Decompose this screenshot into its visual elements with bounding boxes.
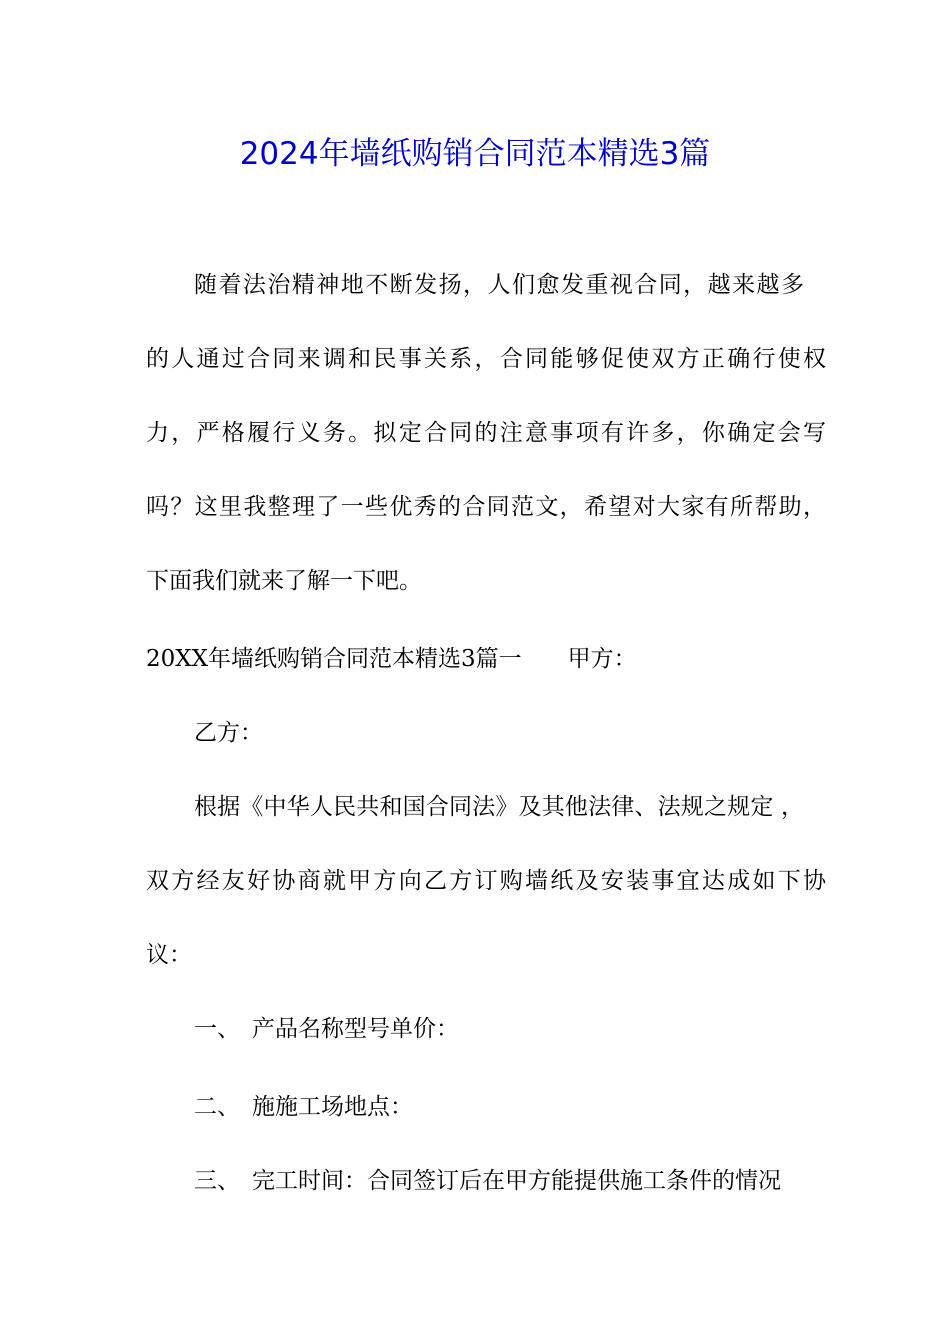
- list-item-text: 施施工场地点：: [252, 1094, 413, 1120]
- section-heading: 20XX年墙纸购销合同范本精选3篇一: [146, 646, 522, 672]
- list-item-number: 二、: [194, 1094, 240, 1120]
- basis-line: 根据《中华人民共和国合同法》及其他法律、法规之规定 ，: [194, 794, 804, 820]
- intro-line: 力，严格履行义务。拟定合同的注意事项有许多，你确定会写: [146, 420, 826, 446]
- intro-line: 吗？这里我整理了一些优秀的合同范文，希望对大家有所帮助，: [146, 494, 826, 520]
- section-heading-row: [146, 642, 637, 676]
- basis-line: 议：: [146, 942, 192, 968]
- list-item-text: 完工时间：合同签订后在甲方能提供施工条件的情况: [252, 1168, 781, 1194]
- list-item: [194, 1164, 781, 1198]
- list-item: [194, 1090, 413, 1124]
- intro-line: 随着法治精神地不断发扬，人们愈发重视合同，越来越多: [194, 272, 804, 298]
- list-item-text: 产品名称型号单价：: [252, 1016, 459, 1042]
- list-item-number: 一、: [194, 1016, 240, 1042]
- intro-line: 下面我们就来了解一下吧。: [146, 568, 422, 594]
- list-item: [194, 1012, 459, 1046]
- intro-line: 的人通过合同来调和民事关系，合同能够促使双方正确行使权: [146, 346, 826, 372]
- party-b-label: 乙方：: [194, 720, 263, 746]
- basis-line: 双方经友好协商就甲方向乙方订购墙纸及安装事宜达成如下协: [146, 868, 826, 894]
- document-title: 2024年墙纸购销合同范本精选3篇: [239, 136, 711, 172]
- party-a-label: 甲方：: [567, 646, 637, 672]
- list-item-number: 三、: [194, 1168, 240, 1194]
